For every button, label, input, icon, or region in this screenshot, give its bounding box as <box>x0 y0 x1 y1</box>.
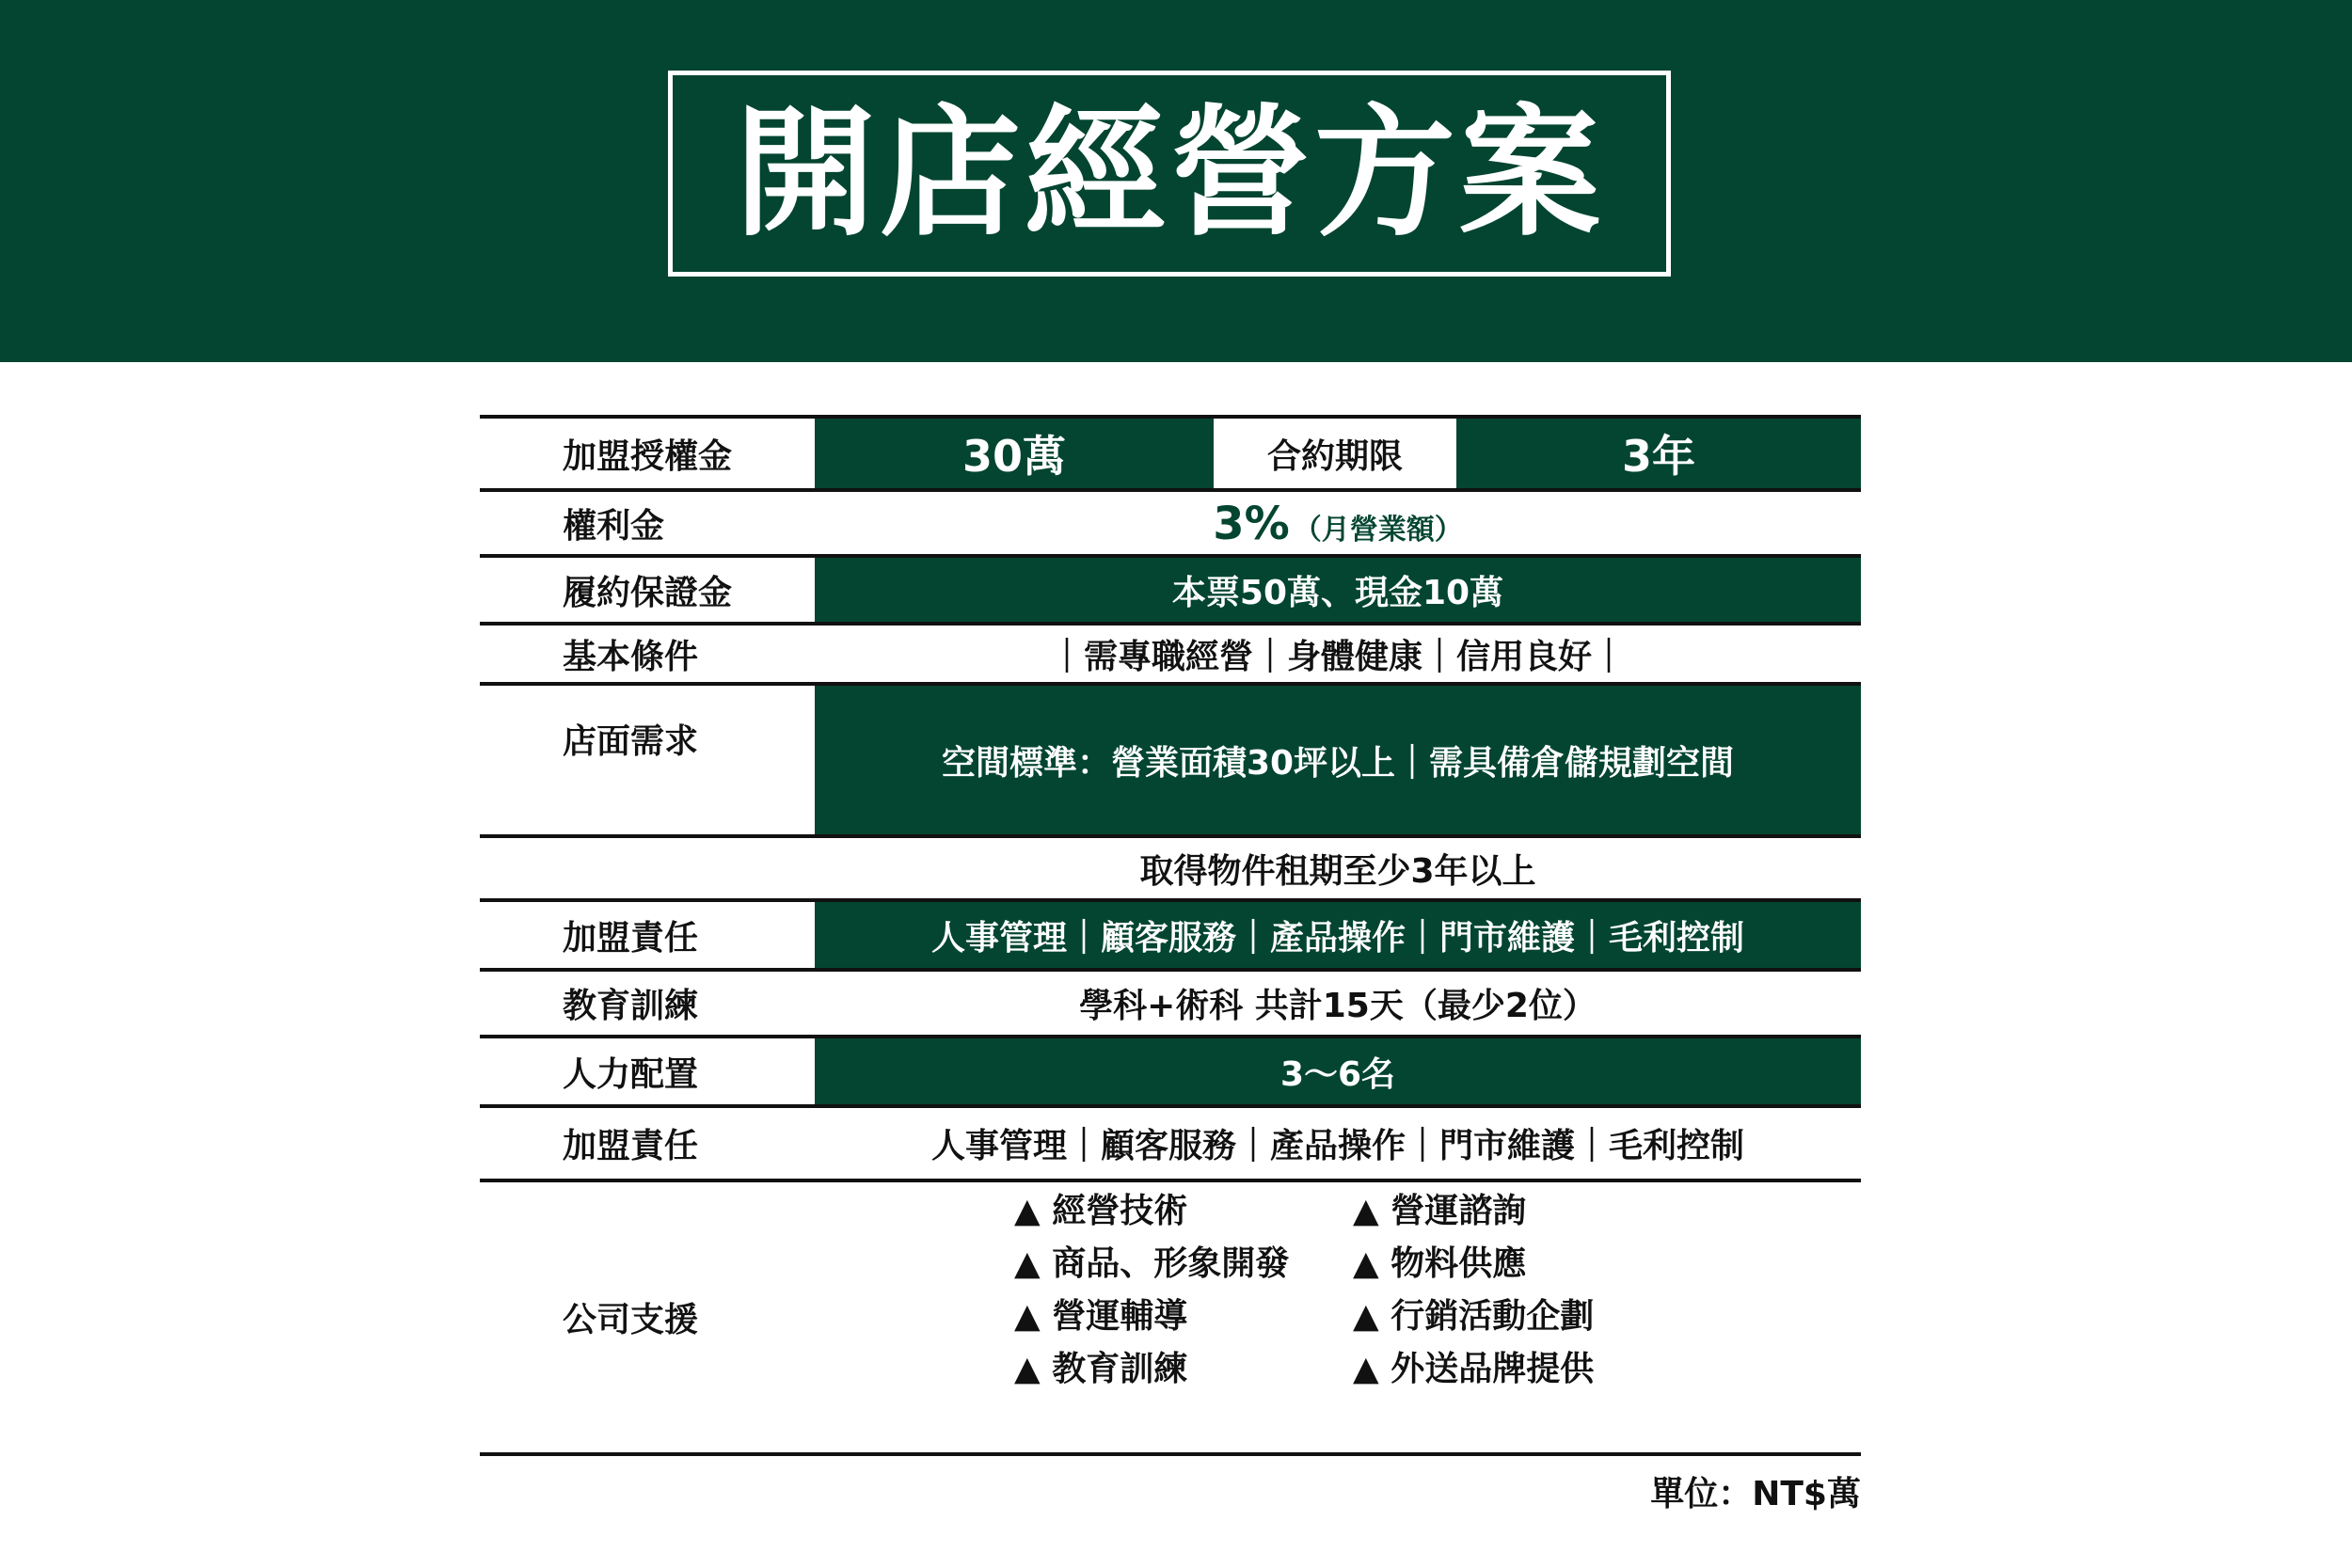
franchise-duties-value: 人事管理｜顧客服務｜產品操作｜門市維護｜毛利控制 <box>930 918 1744 958</box>
row-lease-note <box>480 838 1861 898</box>
row-staffing <box>480 1038 1861 1104</box>
store-requirement-value: 空間標準：營業面積30坪以上｜需具備倉儲規劃空間 <box>941 743 1735 783</box>
row-store-requirements <box>480 686 1861 834</box>
support-item: ▲ 物料供應 <box>1353 1244 1527 1283</box>
row-franchise-duties-2 <box>480 1108 1861 1179</box>
row-franchise-fee <box>480 419 1861 488</box>
contract-term-value: 3年 <box>1621 431 1695 482</box>
row-basic-conditions <box>480 626 1861 682</box>
title-frame <box>668 71 1671 277</box>
training-value: 學科+術科 共計15天（最少2位） <box>1079 987 1597 1025</box>
support-list <box>1014 1192 1673 1388</box>
deposit-value: 本票50萬、現金10萬 <box>1171 573 1504 612</box>
row-label: 權利金 <box>563 506 665 546</box>
franchise-fee-value: 30萬 <box>961 431 1066 482</box>
row-label: 履約保證金 <box>563 573 733 612</box>
row-label: 基本條件 <box>563 637 699 676</box>
table-rule <box>480 1452 1861 1456</box>
support-item: ▲ 經營技術 <box>1014 1192 1188 1230</box>
support-item: ▲ 商品、形象開發 <box>1014 1244 1290 1283</box>
row-label: 人力配置 <box>563 1054 699 1094</box>
support-item: ▲ 營運諮詢 <box>1353 1192 1527 1230</box>
support-item: ▲ 營運輔導 <box>1014 1297 1188 1336</box>
row-label: 店面需求 <box>563 721 699 761</box>
row-label: 加盟授權金 <box>563 436 733 476</box>
row-training <box>480 972 1861 1035</box>
unit-note: 單位：NT$萬 <box>1650 1475 1861 1513</box>
row-franchise-duties <box>480 902 1861 968</box>
page-title: 開店經營方案 <box>734 91 1604 256</box>
row-deposit <box>480 558 1861 622</box>
row-label: 加盟責任 <box>563 918 699 958</box>
header-banner <box>0 0 2352 362</box>
franchise-duties-value: 人事管理｜顧客服務｜產品操作｜門市維護｜毛利控制 <box>930 1127 1744 1165</box>
row-label: 加盟責任 <box>563 1127 699 1165</box>
staffing-value: 3～6名 <box>1279 1054 1396 1094</box>
row-royalty <box>480 492 1861 554</box>
royalty-value-group <box>815 492 1861 554</box>
support-item: ▲ 行銷活動企劃 <box>1353 1297 1595 1336</box>
basic-conditions-value: ｜需專職經營｜身體健康｜信用良好｜ <box>1049 637 1626 676</box>
row-label: 公司支援 <box>563 1301 699 1339</box>
support-item: ▲ 外送品牌提供 <box>1353 1350 1595 1388</box>
support-item: ▲ 教育訓練 <box>1014 1350 1188 1388</box>
royalty-note: （月營業額） <box>1293 514 1463 546</box>
row-label: 教育訓練 <box>563 987 699 1025</box>
contract-term-label: 合約期限 <box>1266 436 1403 476</box>
lease-term-note: 取得物件租期至少3年以上 <box>1139 851 1536 891</box>
royalty-value: 3% <box>1213 498 1290 550</box>
